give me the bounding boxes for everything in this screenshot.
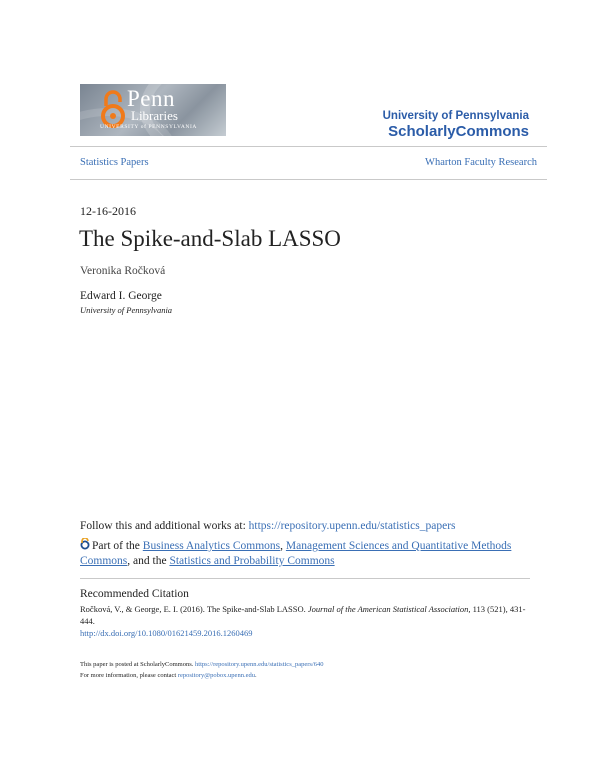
logo-university-line: UNIVERSITY of PENNSYLVANIA <box>100 124 197 130</box>
citation-divider <box>80 578 530 579</box>
nav-divider <box>70 179 547 180</box>
citation-journal: Journal of the American Statistical Association, <box>307 604 471 614</box>
penn-libraries-logo[interactable] <box>80 84 226 136</box>
publication-date: 12-16-2016 <box>80 204 136 218</box>
management-sciences-commons-link[interactable]: Management Sciences and Quantitative Methods Commons <box>80 540 512 567</box>
statistics-probability-commons-link[interactable]: Statistics and Probability Commons <box>169 555 335 567</box>
wharton-faculty-research-link[interactable]: Wharton Faculty Research <box>425 157 537 168</box>
author-name: Edward I. George <box>80 290 162 302</box>
part-of-line <box>80 538 520 569</box>
contact-prefix: For more information, please contact <box>80 672 178 679</box>
separator-text: , and the <box>127 555 170 567</box>
author-affiliation: University of Pennsylvania <box>80 305 173 315</box>
statistics-papers-link[interactable]: Statistics Papers <box>80 157 149 168</box>
recommended-citation-heading: Recommended Citation <box>80 588 189 600</box>
citation-volume: 113 (521), 431-444. <box>80 604 526 626</box>
open-access-icon <box>80 538 90 550</box>
contact-suffix: . <box>254 672 257 679</box>
doi-link[interactable]: http://dx.doi.org/10.1080/01621459.2016.1260469 <box>80 628 253 638</box>
posted-notice <box>80 661 324 668</box>
business-analytics-commons-link[interactable]: Business Analytics Commons <box>142 540 281 552</box>
follow-prefix: Follow this and additional works at: <box>80 520 249 532</box>
posted-prefix: This paper is posted at ScholarlyCommons. <box>80 661 196 668</box>
separator-text: , <box>280 540 286 552</box>
paper-title: The Spike-and-Slab LASSO <box>79 226 341 251</box>
paper-permalink[interactable]: https://repository.upenn.edu/statistics_papers/640 <box>195 661 324 668</box>
part-of-prefix: Part of the <box>92 540 143 552</box>
follow-line <box>80 520 456 532</box>
logo-word-libraries: Libraries <box>131 108 178 123</box>
repository-name[interactable]: ScholarlyCommons <box>388 123 529 140</box>
citation-body: Ročková, V., & George, E. I. (2016). The Spike-and-Slab LASSO. <box>80 604 308 614</box>
logo-word-penn: Penn <box>127 86 175 111</box>
repository-url-link[interactable]: https://repository.upenn.edu/statistics_papers <box>248 520 456 532</box>
citation-text <box>80 603 530 639</box>
author-name: Veronika Ročková <box>80 265 166 277</box>
contact-email-link[interactable]: repository@pobox.upenn.edu <box>177 672 255 679</box>
header-divider <box>70 146 547 147</box>
university-name: University of Pennsylvania <box>382 110 529 122</box>
contact-notice <box>80 672 257 679</box>
